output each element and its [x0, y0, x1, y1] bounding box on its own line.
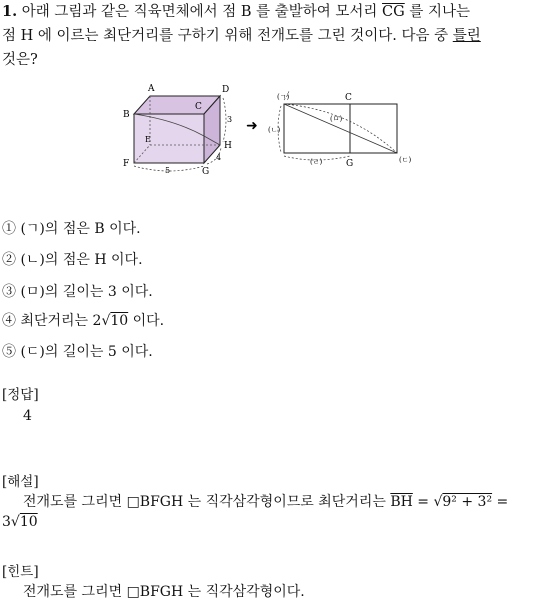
question-line-3: 것은? [2, 52, 38, 68]
choice-2-mark: ② [2, 252, 16, 268]
choice-4[interactable] [2, 310, 164, 330]
label-h: H [224, 141, 232, 151]
net-label-mi: (ㅁ) [330, 115, 343, 123]
net-label-ga: (ㄱ) [277, 93, 290, 101]
explanation-text: 전개도를 그리면 □BFGH 는 직각삼각형이므로 최단거리는 [23, 494, 391, 510]
choice-3[interactable] [2, 281, 153, 301]
length-4: 4 [216, 153, 222, 162]
label-f: F [123, 159, 130, 169]
choice-5-mark: ⑤ [2, 344, 16, 360]
length-5: 5 [165, 166, 171, 175]
explanation-radicand: 10 [19, 514, 38, 530]
edge-cg: $\overline{CG}$ [382, 4, 405, 20]
segment-bh: $\overline{BH}$ [390, 494, 413, 510]
choice-5-text: (ㄷ)의 길이는 5 이다. [16, 344, 153, 360]
sqrt-icon: √ [101, 313, 111, 329]
net-label-c: C [345, 93, 352, 103]
arrow-icon: ➜ [246, 118, 258, 134]
label-c: C [195, 102, 202, 112]
choice-3-mark: ③ [2, 284, 16, 300]
choice-1[interactable] [2, 218, 141, 238]
question-line-1 [2, 0, 470, 24]
label-b: B [123, 110, 130, 120]
question-text-1a: 아래 그림과 같은 직육면체에서 점 B 를 출발하여 모서리 [21, 4, 383, 20]
label-a: A [148, 84, 155, 94]
equals-sign-2: = [492, 494, 509, 510]
net-label-ri: (ㄹ) [310, 158, 323, 166]
choice-4-text-a: 최단거리는 2 [16, 313, 102, 329]
choice-4-mark: ④ [2, 313, 16, 329]
hint-text: 전개도를 그리면 □BFGH 는 직각삼각형이다. [23, 584, 305, 600]
cuboid [134, 96, 226, 171]
question-text-2a: 점 H 에 이르는 최단거리를 구하기 위해 전개도를 그린 것이다. 다음 중 [2, 28, 453, 44]
question-line-2 [2, 24, 481, 48]
equals-sign: = [412, 494, 434, 510]
net-label-di: (ㄷ) [399, 156, 412, 164]
sqrt-icon: √ [10, 514, 20, 530]
explanation-coef: 3 [2, 514, 11, 530]
answer-value: 4 [23, 408, 32, 424]
question-text-1b: 를 지나는 [404, 4, 470, 20]
net-label-g: G [346, 159, 354, 169]
explanation-expr: 9² + 3² [442, 494, 493, 510]
choice-2-text: (ㄴ)의 점은 H 이다. [16, 252, 143, 268]
length-3: 3 [227, 115, 233, 124]
label-d: D [222, 85, 230, 95]
figure [115, 80, 415, 180]
choice-5[interactable] [2, 341, 153, 361]
choice-3-text: (ㅁ)의 길이는 3 이다. [16, 284, 153, 300]
choice-4-text-b: 이다. [128, 313, 165, 329]
answer-heading: [정답] [2, 387, 39, 403]
hint-heading: [힌트] [2, 564, 39, 580]
choice-1-text: (ㄱ)의 점은 B 이다. [16, 221, 141, 237]
explanation-heading: [해설] [2, 474, 39, 490]
label-e: E [145, 135, 151, 144]
choice-4-radicand: 10 [110, 313, 129, 329]
choice-2[interactable] [2, 249, 143, 269]
net [278, 90, 397, 160]
sqrt-icon: √ [433, 494, 443, 510]
choice-1-mark: ① [2, 221, 16, 237]
label-g: G [202, 167, 210, 177]
explanation-line-1 [23, 491, 508, 511]
question-number: 1. [2, 3, 18, 20]
explanation-line-2 [2, 514, 38, 530]
question-emphasis: 틀린 [452, 28, 481, 44]
net-label-ni: (ㄴ) [268, 126, 281, 134]
